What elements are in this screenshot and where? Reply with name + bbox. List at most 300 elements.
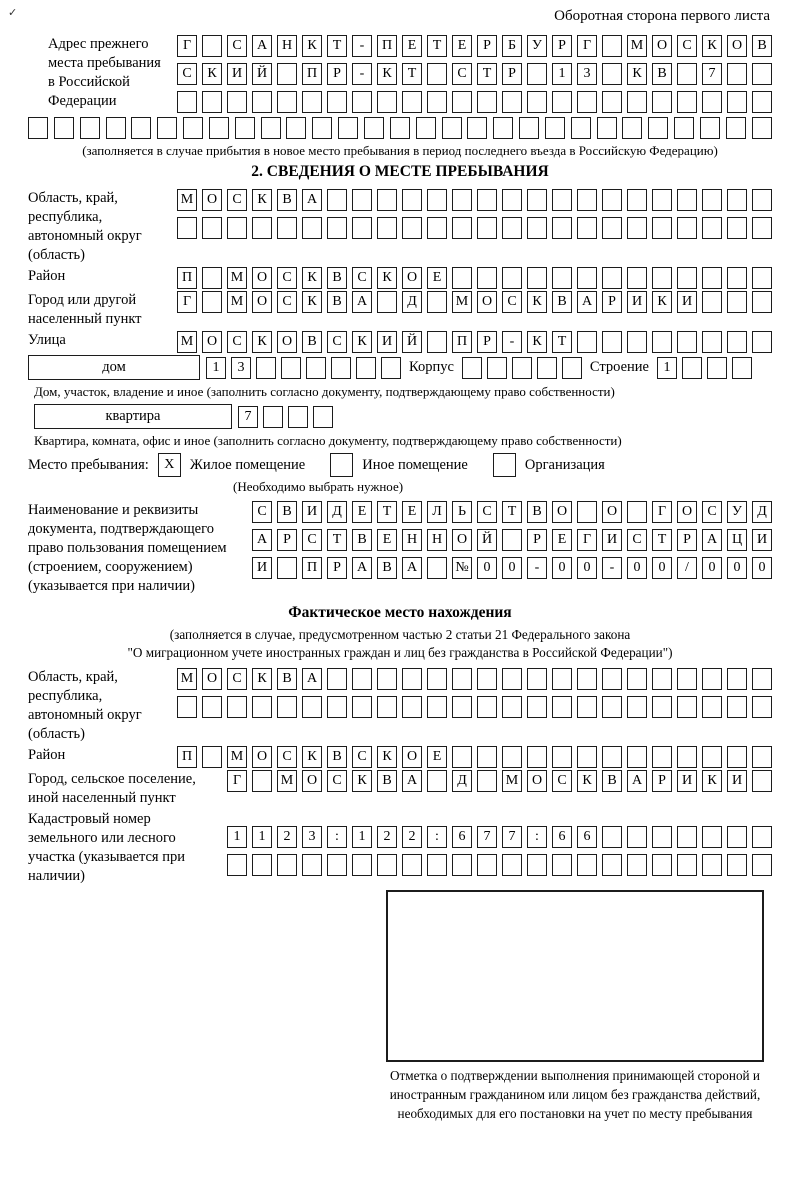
char-box[interactable]: К [302,291,322,313]
char-box[interactable]: П [377,35,397,57]
char-box[interactable] [202,91,222,113]
char-box[interactable] [402,91,422,113]
char-box[interactable] [427,668,447,690]
char-box[interactable]: 1 [552,63,572,85]
char-box[interactable] [252,91,272,113]
char-box[interactable] [727,291,747,313]
char-box[interactable]: К [252,331,272,353]
char-box[interactable] [527,668,547,690]
char-box[interactable] [702,217,722,239]
char-box[interactable] [502,189,522,211]
char-box[interactable] [727,331,747,353]
char-box[interactable]: Ц [727,529,747,551]
char-box[interactable] [674,117,694,139]
char-box[interactable] [652,826,672,848]
char-box[interactable] [452,746,472,768]
char-box[interactable]: С [352,267,372,289]
char-box[interactable]: В [527,501,547,523]
char-box[interactable] [502,668,522,690]
char-box[interactable]: Р [327,63,347,85]
char-box[interactable]: 1 [352,826,372,848]
char-box[interactable] [652,696,672,718]
char-box[interactable] [527,267,547,289]
char-box[interactable]: Р [552,35,572,57]
char-box[interactable]: К [252,189,272,211]
char-box[interactable] [327,189,347,211]
char-box[interactable] [627,746,647,768]
char-box[interactable] [752,217,772,239]
char-box[interactable] [552,189,572,211]
char-box[interactable] [487,357,507,379]
char-box[interactable]: О [252,291,272,313]
char-box[interactable] [502,529,522,551]
char-box[interactable] [327,854,347,876]
char-box[interactable]: О [202,189,222,211]
char-box[interactable] [477,91,497,113]
char-box[interactable] [477,267,497,289]
char-box[interactable]: К [577,770,597,792]
char-box[interactable] [477,668,497,690]
char-box[interactable]: 0 [702,557,722,579]
char-box[interactable] [577,668,597,690]
char-box[interactable]: К [302,746,322,768]
char-box[interactable] [467,117,487,139]
char-box[interactable] [648,117,668,139]
char-box[interactable] [627,854,647,876]
char-box[interactable] [652,746,672,768]
char-box[interactable] [537,357,557,379]
char-box[interactable] [54,117,74,139]
char-box[interactable] [702,826,722,848]
char-box[interactable]: И [377,331,397,353]
char-box[interactable]: О [302,770,322,792]
char-box[interactable] [602,217,622,239]
char-box[interactable] [377,291,397,313]
char-box[interactable]: / [677,557,697,579]
char-box[interactable] [627,826,647,848]
char-box[interactable] [702,189,722,211]
char-box[interactable] [752,291,772,313]
char-box[interactable] [677,189,697,211]
char-box[interactable]: Р [527,529,547,551]
char-box[interactable] [427,854,447,876]
char-box[interactable]: К [702,770,722,792]
char-box[interactable] [702,91,722,113]
char-box[interactable] [288,406,308,428]
char-box[interactable]: С [327,331,347,353]
char-box[interactable] [327,217,347,239]
char-box[interactable]: С [277,267,297,289]
char-box[interactable]: А [302,189,322,211]
char-box[interactable] [381,357,401,379]
char-box[interactable] [302,217,322,239]
char-box[interactable]: С [227,35,247,57]
char-box[interactable]: 3 [302,826,322,848]
char-box[interactable] [277,63,297,85]
char-box[interactable] [462,357,482,379]
char-box[interactable] [577,91,597,113]
char-box[interactable]: С [177,63,197,85]
char-box[interactable] [677,267,697,289]
char-box[interactable]: 6 [577,826,597,848]
char-box[interactable] [752,826,772,848]
char-box[interactable]: Г [652,501,672,523]
char-box[interactable]: К [527,331,547,353]
char-box[interactable]: В [327,291,347,313]
char-box[interactable]: - [352,63,372,85]
char-box[interactable] [726,117,746,139]
char-box[interactable]: В [377,770,397,792]
char-box[interactable]: Н [277,35,297,57]
char-box[interactable] [652,668,672,690]
char-box[interactable] [752,668,772,690]
char-box[interactable]: В [327,746,347,768]
char-box[interactable]: Р [277,529,297,551]
char-box[interactable] [177,91,197,113]
char-box[interactable]: Т [427,35,447,57]
char-box[interactable]: И [252,557,272,579]
char-box[interactable]: 6 [452,826,472,848]
char-box[interactable]: Й [402,331,422,353]
char-box[interactable]: К [302,35,322,57]
char-box[interactable] [627,217,647,239]
char-box[interactable] [752,117,772,139]
char-box[interactable] [512,357,532,379]
char-box[interactable] [256,357,276,379]
char-box[interactable]: А [252,35,272,57]
char-box[interactable]: Н [427,529,447,551]
char-box[interactable]: С [352,746,372,768]
char-box[interactable]: В [277,668,297,690]
char-box[interactable] [390,117,410,139]
char-box[interactable] [702,267,722,289]
char-box[interactable]: 1 [657,357,677,379]
char-box[interactable]: - [527,557,547,579]
char-box[interactable] [427,291,447,313]
char-box[interactable]: С [702,501,722,523]
char-box[interactable] [427,331,447,353]
char-box[interactable] [252,854,272,876]
char-box[interactable] [597,117,617,139]
char-box[interactable] [527,217,547,239]
char-box[interactable] [727,217,747,239]
char-box[interactable] [106,117,126,139]
char-box[interactable]: П [302,63,322,85]
char-box[interactable]: А [252,529,272,551]
char-box[interactable]: 6 [552,826,572,848]
char-box[interactable] [377,189,397,211]
char-box[interactable] [627,696,647,718]
char-box[interactable] [427,557,447,579]
char-box[interactable] [452,91,472,113]
char-box[interactable]: С [452,63,472,85]
char-box[interactable]: В [377,557,397,579]
char-box[interactable]: 0 [727,557,747,579]
checkbox-organization[interactable] [493,453,516,477]
char-box[interactable]: Т [502,501,522,523]
char-box[interactable] [352,696,372,718]
char-box[interactable]: М [277,770,297,792]
char-box[interactable] [312,117,332,139]
char-box[interactable]: 7 [477,826,497,848]
char-box[interactable]: Т [377,501,397,523]
char-box[interactable]: К [377,746,397,768]
char-box[interactable] [527,696,547,718]
char-box[interactable] [402,217,422,239]
char-box[interactable] [202,35,222,57]
char-box[interactable]: М [227,267,247,289]
char-box[interactable]: П [302,557,322,579]
char-box[interactable]: Й [252,63,272,85]
char-box[interactable] [602,189,622,211]
char-box[interactable]: 1 [227,826,247,848]
char-box[interactable] [677,217,697,239]
char-box[interactable]: Е [452,35,472,57]
char-box[interactable] [442,117,462,139]
char-box[interactable]: Р [327,557,347,579]
char-box[interactable] [416,117,436,139]
checkbox-other-premises[interactable] [330,453,353,477]
char-box[interactable] [477,217,497,239]
char-box[interactable] [352,189,372,211]
char-box[interactable] [427,189,447,211]
char-box[interactable] [427,696,447,718]
char-box[interactable] [627,91,647,113]
char-box[interactable] [727,826,747,848]
char-box[interactable]: О [202,668,222,690]
char-box[interactable] [452,217,472,239]
char-box[interactable] [477,770,497,792]
char-box[interactable] [427,63,447,85]
char-box[interactable] [327,696,347,718]
char-box[interactable] [752,189,772,211]
char-box[interactable]: Д [402,291,422,313]
char-box[interactable]: 7 [502,826,522,848]
char-box[interactable]: 3 [577,63,597,85]
char-box[interactable] [277,696,297,718]
char-box[interactable] [732,357,752,379]
char-box[interactable]: Е [552,529,572,551]
char-box[interactable] [252,696,272,718]
char-box[interactable] [752,91,772,113]
char-box[interactable] [552,267,572,289]
char-box[interactable]: О [402,267,422,289]
char-box[interactable] [627,267,647,289]
char-box[interactable]: 3 [231,357,251,379]
char-box[interactable] [313,406,333,428]
char-box[interactable] [545,117,565,139]
char-box[interactable] [552,668,572,690]
char-box[interactable]: И [302,501,322,523]
char-box[interactable] [286,117,306,139]
char-box[interactable] [306,357,326,379]
char-box[interactable]: Г [577,529,597,551]
char-box[interactable]: Ь [452,501,472,523]
char-box[interactable]: О [452,529,472,551]
char-box[interactable] [700,117,720,139]
char-box[interactable] [302,91,322,113]
char-box[interactable] [157,117,177,139]
char-box[interactable]: П [452,331,472,353]
char-box[interactable]: 0 [627,557,647,579]
char-box[interactable] [702,291,722,313]
char-box[interactable] [277,557,297,579]
char-box[interactable] [577,696,597,718]
char-box[interactable]: В [652,63,672,85]
char-box[interactable]: М [502,770,522,792]
char-box[interactable]: К [377,63,397,85]
char-box[interactable]: В [277,501,297,523]
char-box[interactable] [752,63,772,85]
char-box[interactable] [263,406,283,428]
char-box[interactable] [452,696,472,718]
char-box[interactable] [183,117,203,139]
char-box[interactable] [477,696,497,718]
char-box[interactable] [352,91,372,113]
char-box[interactable] [552,696,572,718]
char-box[interactable]: О [602,501,622,523]
char-box[interactable] [202,291,222,313]
char-box[interactable]: А [702,529,722,551]
char-box[interactable]: С [227,668,247,690]
char-box[interactable] [302,854,322,876]
char-box[interactable]: О [652,35,672,57]
char-box[interactable]: И [752,529,772,551]
char-box[interactable]: Р [677,529,697,551]
char-box[interactable]: Е [402,35,422,57]
char-box[interactable]: Е [427,746,447,768]
char-box[interactable] [402,696,422,718]
char-box[interactable] [227,696,247,718]
char-box[interactable]: : [427,826,447,848]
char-box[interactable] [627,189,647,211]
char-box[interactable] [727,696,747,718]
char-box[interactable] [577,854,597,876]
char-box[interactable] [682,357,702,379]
char-box[interactable]: В [602,770,622,792]
char-box[interactable]: С [227,331,247,353]
char-box[interactable] [338,117,358,139]
char-box[interactable]: Й [477,529,497,551]
char-box[interactable] [552,746,572,768]
char-box[interactable] [527,189,547,211]
char-box[interactable] [562,357,582,379]
char-box[interactable]: Т [477,63,497,85]
char-box[interactable]: В [302,331,322,353]
char-box[interactable] [602,63,622,85]
char-box[interactable] [602,35,622,57]
char-box[interactable] [602,696,622,718]
char-box[interactable] [452,668,472,690]
char-box[interactable] [527,63,547,85]
char-box[interactable]: Т [327,35,347,57]
char-box[interactable] [252,770,272,792]
char-box[interactable]: 7 [702,63,722,85]
char-box[interactable] [327,91,347,113]
char-box[interactable]: И [677,291,697,313]
char-box[interactable]: Т [652,529,672,551]
char-box[interactable]: М [227,291,247,313]
char-box[interactable]: О [202,331,222,353]
char-box[interactable]: К [202,63,222,85]
char-box[interactable] [80,117,100,139]
char-box[interactable] [677,331,697,353]
char-box[interactable] [602,746,622,768]
char-box[interactable] [702,668,722,690]
char-box[interactable] [277,91,297,113]
char-box[interactable] [702,696,722,718]
char-box[interactable]: А [627,770,647,792]
char-box[interactable] [227,91,247,113]
char-box[interactable] [519,117,539,139]
char-box[interactable]: О [527,770,547,792]
char-box[interactable]: К [627,63,647,85]
char-box[interactable] [677,63,697,85]
char-box[interactable] [502,267,522,289]
char-box[interactable] [493,117,513,139]
char-box[interactable]: : [527,826,547,848]
char-box[interactable] [402,189,422,211]
char-box[interactable]: В [327,267,347,289]
char-box[interactable]: К [352,770,372,792]
char-box[interactable] [427,217,447,239]
char-box[interactable] [327,668,347,690]
char-box[interactable]: О [552,501,572,523]
char-box[interactable]: 1 [206,357,226,379]
char-box[interactable]: С [552,770,572,792]
char-box[interactable] [377,91,397,113]
char-box[interactable]: Р [602,291,622,313]
char-box[interactable]: Б [502,35,522,57]
char-box[interactable] [577,746,597,768]
char-box[interactable]: 2 [402,826,422,848]
char-box[interactable] [452,854,472,876]
char-box[interactable] [677,854,697,876]
char-box[interactable]: И [627,291,647,313]
char-box[interactable]: В [352,529,372,551]
char-box[interactable] [331,357,351,379]
char-box[interactable] [727,267,747,289]
char-box[interactable] [577,189,597,211]
char-box[interactable] [377,696,397,718]
char-box[interactable]: К [302,267,322,289]
char-box[interactable] [352,217,372,239]
char-box[interactable] [502,854,522,876]
char-box[interactable] [752,331,772,353]
char-box[interactable] [652,91,672,113]
char-box[interactable] [677,746,697,768]
char-box[interactable] [202,217,222,239]
char-box[interactable]: О [252,267,272,289]
char-box[interactable]: С [277,746,297,768]
char-box[interactable]: О [277,331,297,353]
char-box[interactable] [752,746,772,768]
char-box[interactable]: Л [427,501,447,523]
char-box[interactable] [707,357,727,379]
char-box[interactable]: 7 [238,406,258,428]
char-box[interactable] [622,117,642,139]
char-box[interactable] [577,331,597,353]
char-box[interactable]: С [677,35,697,57]
char-box[interactable]: К [377,267,397,289]
char-box[interactable]: Р [652,770,672,792]
char-box[interactable] [527,854,547,876]
char-box[interactable] [527,91,547,113]
char-box[interactable]: О [252,746,272,768]
char-box[interactable]: А [402,557,422,579]
char-box[interactable]: Г [227,770,247,792]
char-box[interactable]: У [727,501,747,523]
